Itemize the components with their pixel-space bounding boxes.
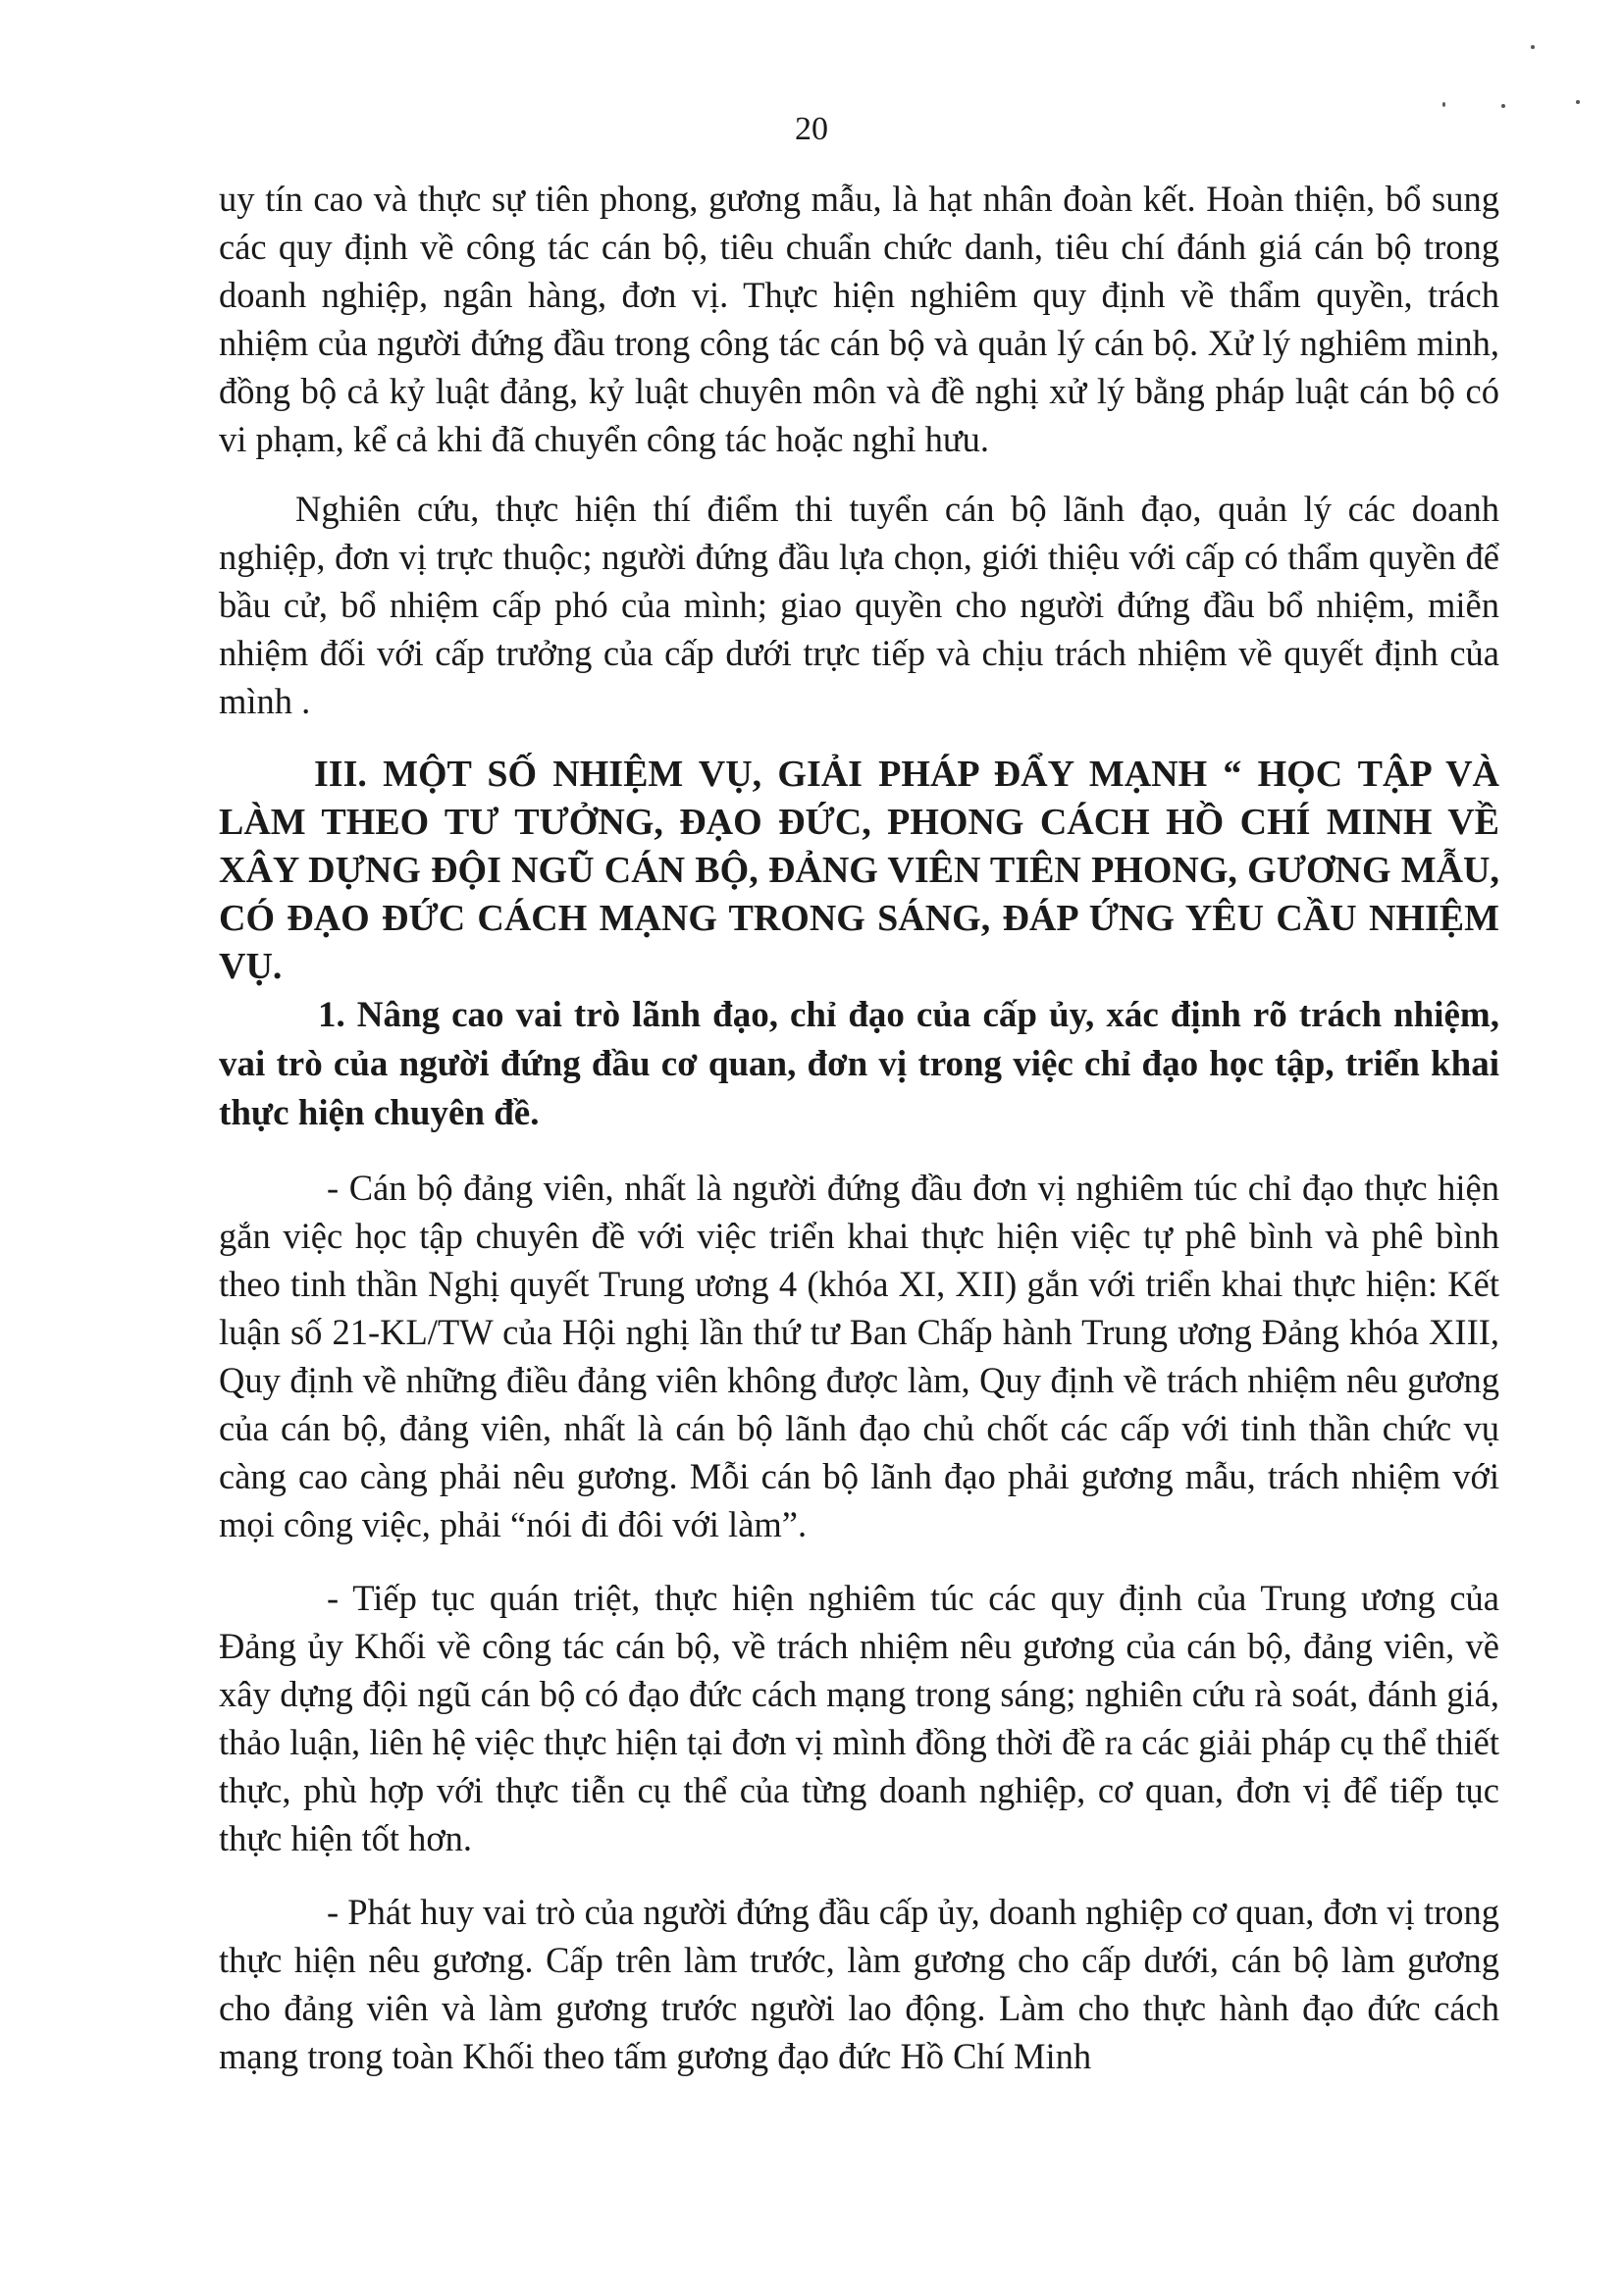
section-heading-iii: III. MỘT SỐ NHIỆM VỤ, GIẢI PHÁP ĐẨY MẠNH “ HỌC TẬP VÀ LÀM THEO TƯ TƯỞNG, ĐẠO ĐỨC, PHONG CÁCH HỒ CHÍ MINH VỀ XÂY DỰNG ĐỘI NGŨ CÁN BỘ, ĐẢNG VIÊN TIÊN PHONG, GƯƠNG MẪU, CÓ ĐẠO ĐỨC CÁCH MẠNG TRONG SÁNG, ĐÁP ỨNG YÊU CẦU NHIỆM VỤ. [219,754,1499,987]
document-body [219,175,1499,2080]
bullet-paragraph-1: - Cán bộ đảng viên, nhất là người đứng đầu đơn vị nghiêm túc chỉ đạo thực hiện gắn việc học tập chuyên đề với việc triển khai thực hiện việc tự phê bình và phê bình theo tinh thần Nghị quyết Trung ương 4 (khóa XI, XII) gắn với triển khai thực hiện: Kết luận số 21-KL/TW của Hội nghị lần thứ tư Ban Chấp hành Trung ương Đảng khóa XIII, Quy định về những điều đảng viên không được làm, Quy định về trách nhiệm nêu gương của cán bộ, đảng viên, nhất là cán bộ lãnh đạo chủ chốt các cấp với tinh thần chức vụ càng cao càng phải nêu gương. Mỗi cán bộ lãnh đạo phải gương mẫu, trách nhiệm với mọi công việc, phải “nói đi đôi với làm”. [219,1168,1499,1544]
paragraph-continuation: uy tín cao và thực sự tiên phong, gương mẫu, là hạt nhân đoàn kết. Hoàn thiện, bổ sung các quy định về công tác cán bộ, tiêu chuẩn chức danh, tiêu chí đánh giá cán bộ trong doanh nghiệp, ngân hàng, đơn vị. Thực hiện nghiêm quy định về thẩm quyền, trách nhiệm của người đứng đầu trong công tác cán bộ và quản lý cán bộ. Xử lý nghiêm minh, đồng bộ cả kỷ luật đảng, kỷ luật chuyên môn và đề nghị xử lý bằng pháp luật cán bộ có vi phạm, kể cả khi đã chuyển công tác hoặc nghỉ hưu. [219,179,1499,459]
page-number: 20 [795,111,828,147]
subsection-heading-1: 1. Nâng cao vai trò lãnh đạo, chỉ đạo của cấp ủy, xác định rõ trách nhiệm, vai trò của người đứng đầu cơ quan, đơn vị trong việc chỉ đạo học tập, triển khai thực hiện chuyên đề. [219,995,1499,1133]
bullet-paragraph-3: - Phát huy vai trò của người đứng đầu cấp ủy, doanh nghiệp cơ quan, đơn vị trong thực hiện nêu gương. Cấp trên làm trước, làm gương cho cấp dưới, cán bộ làm gương cho đảng viên và làm gương trước người lao động. Làm cho thực hành đạo đức cách mạng trong toàn Khối theo tấm gương đạo đức Hồ Chí Minh [219,1892,1499,2076]
bullet-paragraph-2: - Tiếp tục quán triệt, thực hiện nghiêm túc các quy định của Trung ương của Đảng ủy Khối về công tác cán bộ, về trách nhiệm nêu gương của cán bộ, đảng viên, về xây dựng đội ngũ cán bộ có đạo đức cách mạng trong sáng; nghiên cứu rà soát, đánh giá, thảo luận, liên hệ việc thực hiện tại đơn vị mình đồng thời đề ra các giải pháp cụ thể thiết thực, phù hợp với thực tiễn cụ thể của từng doanh nghiệp, cơ quan, đơn vị để tiếp tục thực hiện tốt hơn. [219,1578,1499,1858]
paragraph-pilot-selection: Nghiên cứu, thực hiện thí điểm thi tuyển cán bộ lãnh đạo, quản lý các doanh nghiệp, đơn vị trực thuộc; người đứng đầu lựa chọn, giới thiệu với cấp có thẩm quyền để bầu cử, bổ nhiệm cấp phó của mình; giao quyền cho người đứng đầu bổ nhiệm, miễn nhiệm đối với cấp trưởng của cấp dưới trực tiếp và chịu trách nhiệm về quyết định của mình . [219,489,1499,721]
